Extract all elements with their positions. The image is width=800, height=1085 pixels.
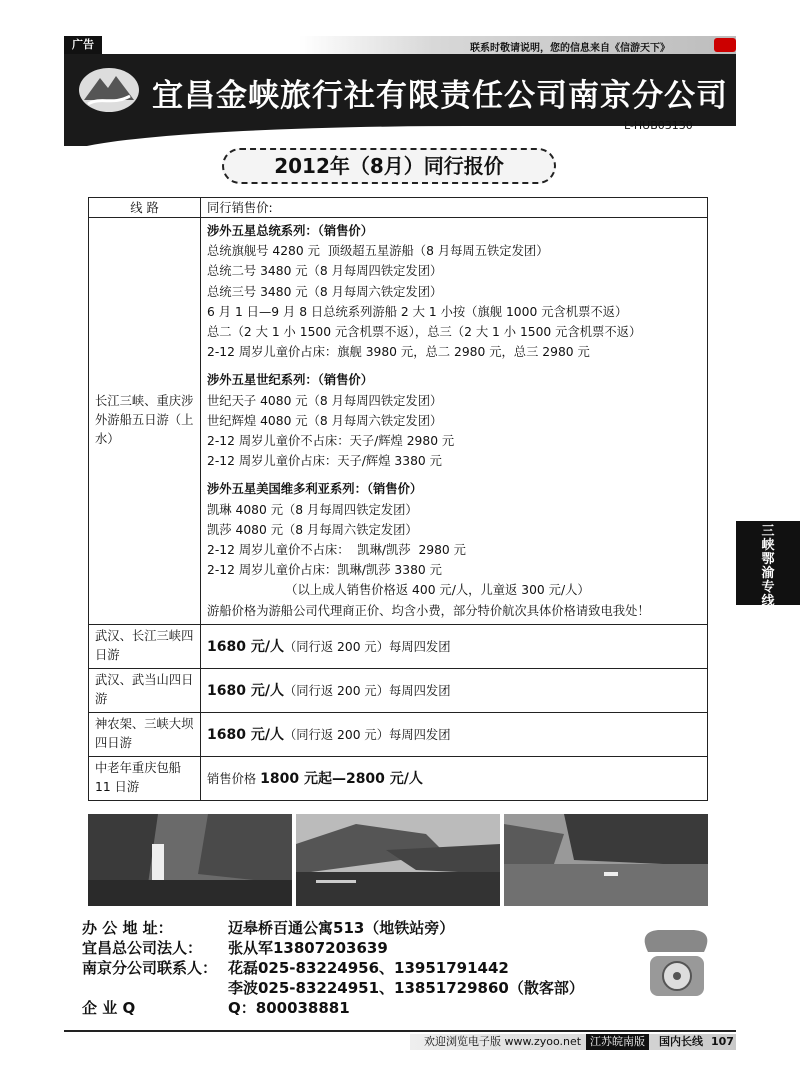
price-prefix: 销售价格 xyxy=(207,772,261,787)
price-line: 2-12 周岁儿童价占床：旗舰 3980 元，总二 2980 元，总三 2980 元 xyxy=(207,345,590,360)
price-line: 6 月 1 日—9 月 8 日总统系列游船 2 大 1 小按（旗舰 1000 元含机票不返） xyxy=(207,304,628,319)
contact-value: 迈皋桥百通公寓513（地铁站旁） xyxy=(228,919,455,937)
price-line: 2-12 周岁儿童价不占床： 凯琳/凯莎 2980 元 xyxy=(207,543,466,558)
telephone-icon xyxy=(628,922,724,1006)
table-row xyxy=(89,668,708,712)
price-table xyxy=(88,197,708,801)
footer-rule xyxy=(64,1030,736,1032)
page-number: 107 xyxy=(711,1035,734,1048)
waterfall-photo xyxy=(88,814,292,906)
price-line: （以上成人销售价格返 400 元/人，儿童返 300 元/人） xyxy=(207,583,590,598)
table-row xyxy=(89,756,708,800)
contact-row xyxy=(82,938,584,958)
license-code: L-HUB03130 xyxy=(624,119,693,132)
contact-label: 办 公 地 址： xyxy=(82,919,173,937)
contact-value: 李波025-83224951、13851729860（散客部） xyxy=(228,979,584,997)
footer-site: 欢迎浏览电子版 www.zyoo.net xyxy=(424,1035,582,1048)
price-line: 凯琳 4080 元（8 月每周四铁定发团） xyxy=(207,502,418,517)
contact-value: 花磊025-83224956、13951791442 xyxy=(228,959,509,977)
contact-row xyxy=(82,958,584,978)
price-cell xyxy=(201,712,708,756)
contact-block xyxy=(82,918,584,1018)
price-value: 1800 元起—2800 元/人 xyxy=(260,771,423,788)
price-value: 1680 元/人 xyxy=(207,639,284,656)
river-boat-photo xyxy=(504,814,708,906)
price-line: 涉外五星世纪系列：（销售价） xyxy=(207,373,374,388)
price-line: 总二（2 大 1 小 1500 元含机票不返），总三（2 大 1 小 1500 元含机票不返） xyxy=(207,325,642,340)
price-line: 2-12 周岁儿童价不占床：天子/辉煌 2980 元 xyxy=(207,434,455,449)
contact-row xyxy=(82,918,584,938)
price-line: 世纪辉煌 4080 元（8 月每周六铁定发团） xyxy=(207,413,443,428)
side-section-tab xyxy=(736,521,800,609)
table-row xyxy=(89,624,708,668)
price-value: 1680 元/人 xyxy=(207,683,284,700)
footer-edition: 江苏皖南版 xyxy=(586,1034,649,1050)
price-cell xyxy=(201,756,708,800)
price-cell xyxy=(201,624,708,668)
route-cell: 长江三峡、重庆涉外游船五日游（上水） xyxy=(89,218,201,625)
page-title: 2012年（8月）同行报价 xyxy=(222,148,556,184)
gorge-river-photo xyxy=(296,814,500,906)
price-header: 同行销售价: xyxy=(201,198,708,218)
footer-bar xyxy=(410,1034,736,1050)
ad-tag: 广告 xyxy=(64,36,102,54)
contact-row xyxy=(82,998,584,1018)
price-line: 2-12 周岁儿童价占床：天子/辉煌 3380 元 xyxy=(207,454,442,469)
spacer xyxy=(207,471,701,479)
top-note: 联系时敬请说明，您的信息来自《信游天下》 xyxy=(470,43,670,54)
price-detail: （同行返 200 元）每周四发团 xyxy=(283,728,451,743)
contact-value: 张从军13807203639 xyxy=(228,939,388,957)
price-line: 世纪天子 4080 元（8 月每周四铁定发团） xyxy=(207,393,443,408)
price-line: 游船价格为游船公司代理商正价、均含小费，部分特价航次具体价格请致电我处！ xyxy=(207,603,650,618)
cruise-price-cell xyxy=(201,218,708,625)
price-line: 涉外五星总统系列：（销售价） xyxy=(207,224,374,238)
price-line: 涉外五星美国维多利亚系列：（销售价） xyxy=(207,482,423,497)
magazine-logo-icon xyxy=(714,38,736,52)
contact-label: 企 业 Q xyxy=(82,999,136,1017)
price-line: 2-12 周岁儿童价占床：凯琳/凯莎 3380 元 xyxy=(207,563,442,578)
price-detail: （同行返 200 元）每周四发团 xyxy=(283,684,451,699)
price-line: 总统二号 3480 元（8 月每周四铁定发团） xyxy=(207,264,443,279)
price-line: 凯莎 4080 元（8 月每周六铁定发团） xyxy=(207,522,418,537)
route-cell: 中老年重庆包船 11 日游 xyxy=(89,756,201,800)
contact-value: Q：800038881 xyxy=(228,999,350,1017)
route-cell: 武汉、武当山四日游 xyxy=(89,668,201,712)
table-header-row xyxy=(89,198,708,218)
price-cell xyxy=(201,668,708,712)
route-cell: 神农架、三峡大坝四日游 xyxy=(89,712,201,756)
route-header: 线 路 xyxy=(89,198,201,218)
table-row xyxy=(89,218,708,625)
contact-label: 南京分公司联系人： xyxy=(82,959,218,977)
side-tab-label: 三峡鄂渝专线 xyxy=(761,524,775,609)
mountain-logo-icon xyxy=(78,66,140,114)
spacer xyxy=(207,362,701,370)
footer-section: 国内长线 xyxy=(659,1035,703,1048)
company-name: 宜昌金峡旅行社有限责任公司南京分公司 xyxy=(152,78,728,114)
price-line: 总统三号 3480 元（8 月每周六铁定发团） xyxy=(207,284,443,299)
price-line: 总统旗舰号 4280 元 顶级超五星游船（8 月每周五铁定发团） xyxy=(207,244,549,259)
table-row xyxy=(89,712,708,756)
contact-label: 宜昌总公司法人： xyxy=(82,939,203,957)
route-cell: 武汉、长江三峡四日游 xyxy=(89,624,201,668)
price-detail: （同行返 200 元）每周四发团 xyxy=(283,640,451,655)
contact-row xyxy=(82,978,584,998)
photo-strip xyxy=(88,814,708,906)
price-value: 1680 元/人 xyxy=(207,727,284,744)
